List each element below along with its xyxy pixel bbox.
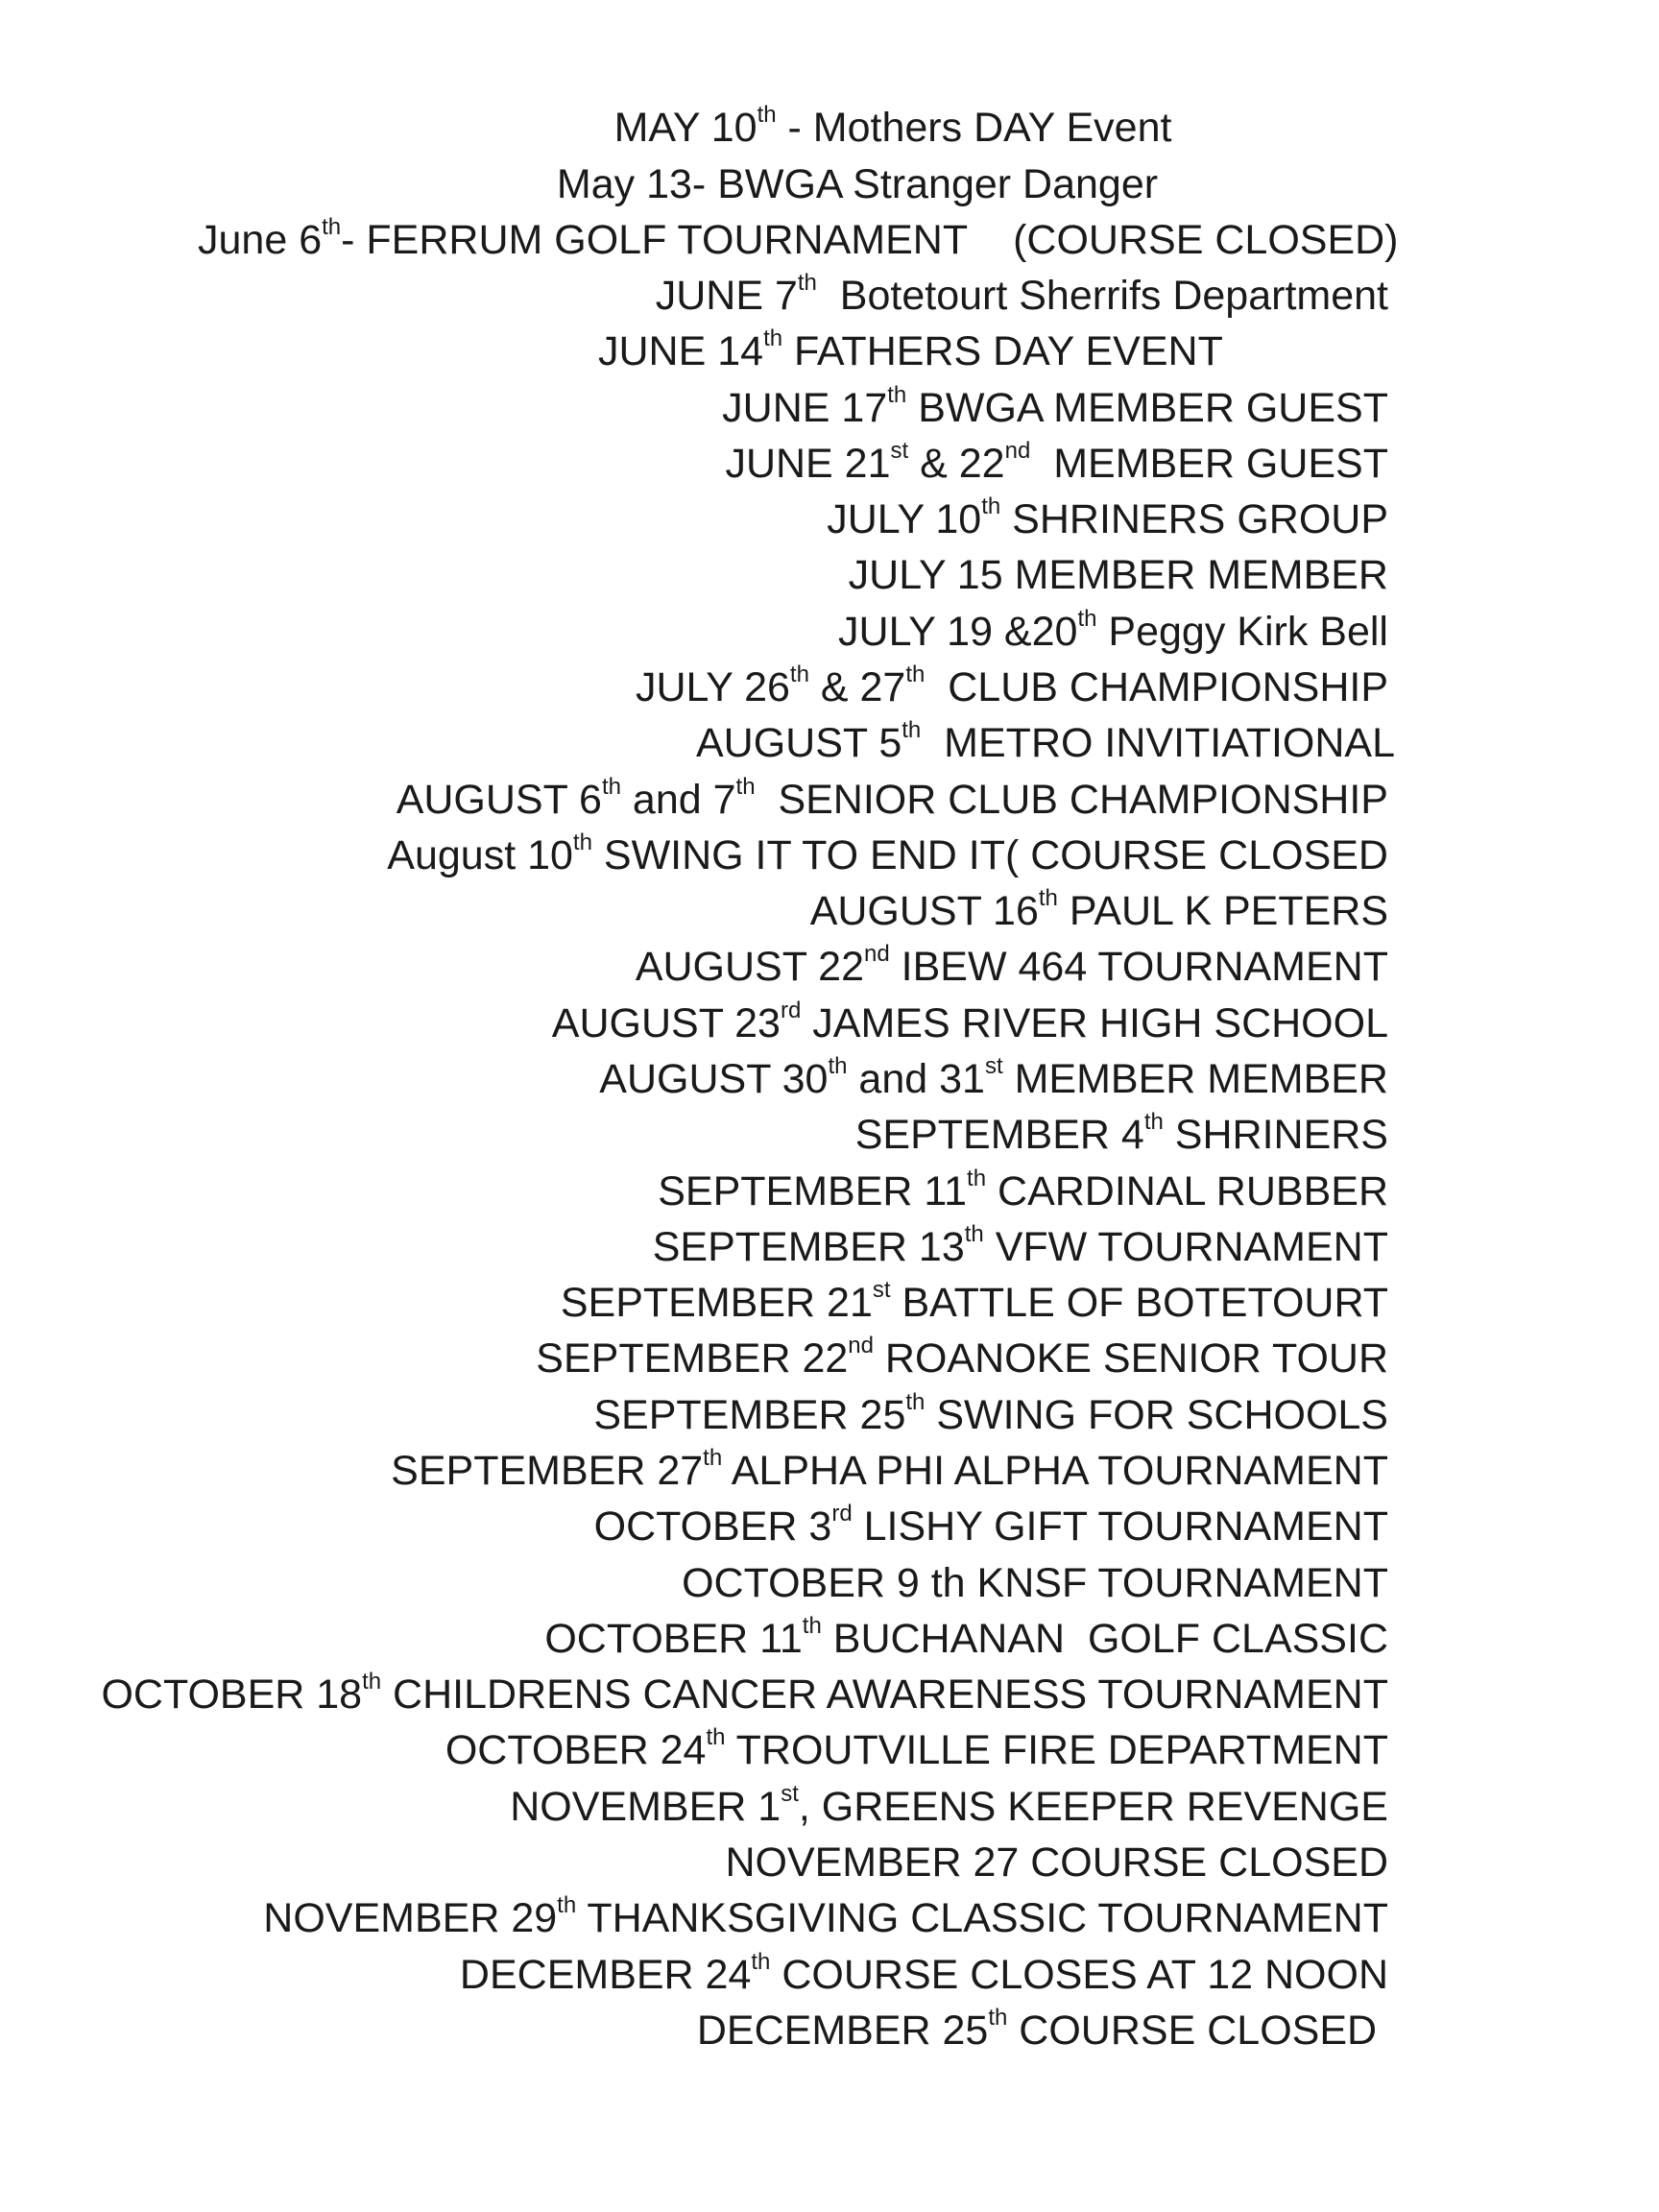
event-line: SEPTEMBER 13th VFW TOURNAMENT [652,1221,1388,1270]
event-line: NOVEMBER 27 COURSE CLOSED [725,1839,1388,1886]
event-line: OCTOBER 24th TROUTVILLE FIRE DEPARTMENT [445,1724,1388,1773]
event-line: SEPTEMBER 21st BATTLE OF BOTETOURT [560,1277,1388,1326]
event-line: June 6th- FERRUM GOLF TOURNAMENT (COURSE CLOSED) [198,214,1399,263]
event-line: AUGUST 5th METRO INVITIATIONAL [696,717,1406,766]
event-line: SEPTEMBER 22nd ROANOKE SENIOR TOUR [536,1333,1388,1382]
event-line: JUNE 14th FATHERS DAY EVENT [598,325,1223,374]
event-line: JULY 19 &20th Peggy Kirk Bell [838,606,1388,655]
event-line: SEPTEMBER 27th ALPHA PHI ALPHA TOURNAMENT [391,1445,1388,1494]
event-line: NOVEMBER 29th THANKSGIVING CLASSIC TOURNAMENT [263,1892,1388,1941]
event-line: SEPTEMBER 25th SWING FOR SCHOOLS [593,1389,1388,1438]
event-line: JULY 15 MEMBER MEMBER [848,552,1388,598]
event-line: JUNE 21st & 22nd MEMBER GUEST [725,438,1388,487]
event-line: NOVEMBER 1st, GREENS KEEPER REVENGE [510,1781,1388,1830]
event-line: OCTOBER 9 th KNSF TOURNAMENT [682,1560,1388,1606]
event-line: AUGUST 16th PAUL K PETERS [809,885,1388,934]
event-line: SEPTEMBER 4th SHRINERS [854,1109,1388,1158]
event-line: AUGUST 30th and 31st MEMBER MEMBER [599,1053,1388,1102]
event-line: August 10th SWING IT TO END IT( COURSE CLOSED [387,830,1388,878]
event-line: JULY 26th & 27th CLUB CHAMPIONSHIP [635,661,1388,710]
event-line: SEPTEMBER 11th CARDINAL RUBBER [658,1166,1388,1214]
event-line: AUGUST 22nd IBEW 464 TOURNAMENT [635,941,1388,990]
event-line: AUGUST 23rd JAMES RIVER HIGH SCHOOL [551,998,1388,1046]
event-line: MAY 10th - Mothers DAY Event [613,102,1172,151]
event-line: JUNE 17th BWGA MEMBER GUEST [722,382,1388,431]
event-line: OCTOBER 11th BUCHANAN GOLF CLASSIC [544,1613,1388,1662]
event-line: AUGUST 6th and 7th SENIOR CLUB CHAMPIONSHIP [396,774,1388,823]
event-line: May 13- BWGA Stranger Danger [556,161,1159,207]
event-line: DECEMBER 25th COURSE CLOSED [696,2005,1388,2054]
event-line: OCTOBER 18th CHILDRENS CANCER AWARENESS TOURNAMENT [101,1669,1388,1718]
event-line: JULY 10th SHRINERS GROUP [827,493,1388,542]
event-line: OCTOBER 3rd LISHY GIFT TOURNAMENT [593,1501,1388,1550]
event-line: JUNE 7th Botetourt Sherrifs Department [655,270,1388,319]
event-line: DECEMBER 24th COURSE CLOSES AT 12 NOON [459,1949,1388,1998]
